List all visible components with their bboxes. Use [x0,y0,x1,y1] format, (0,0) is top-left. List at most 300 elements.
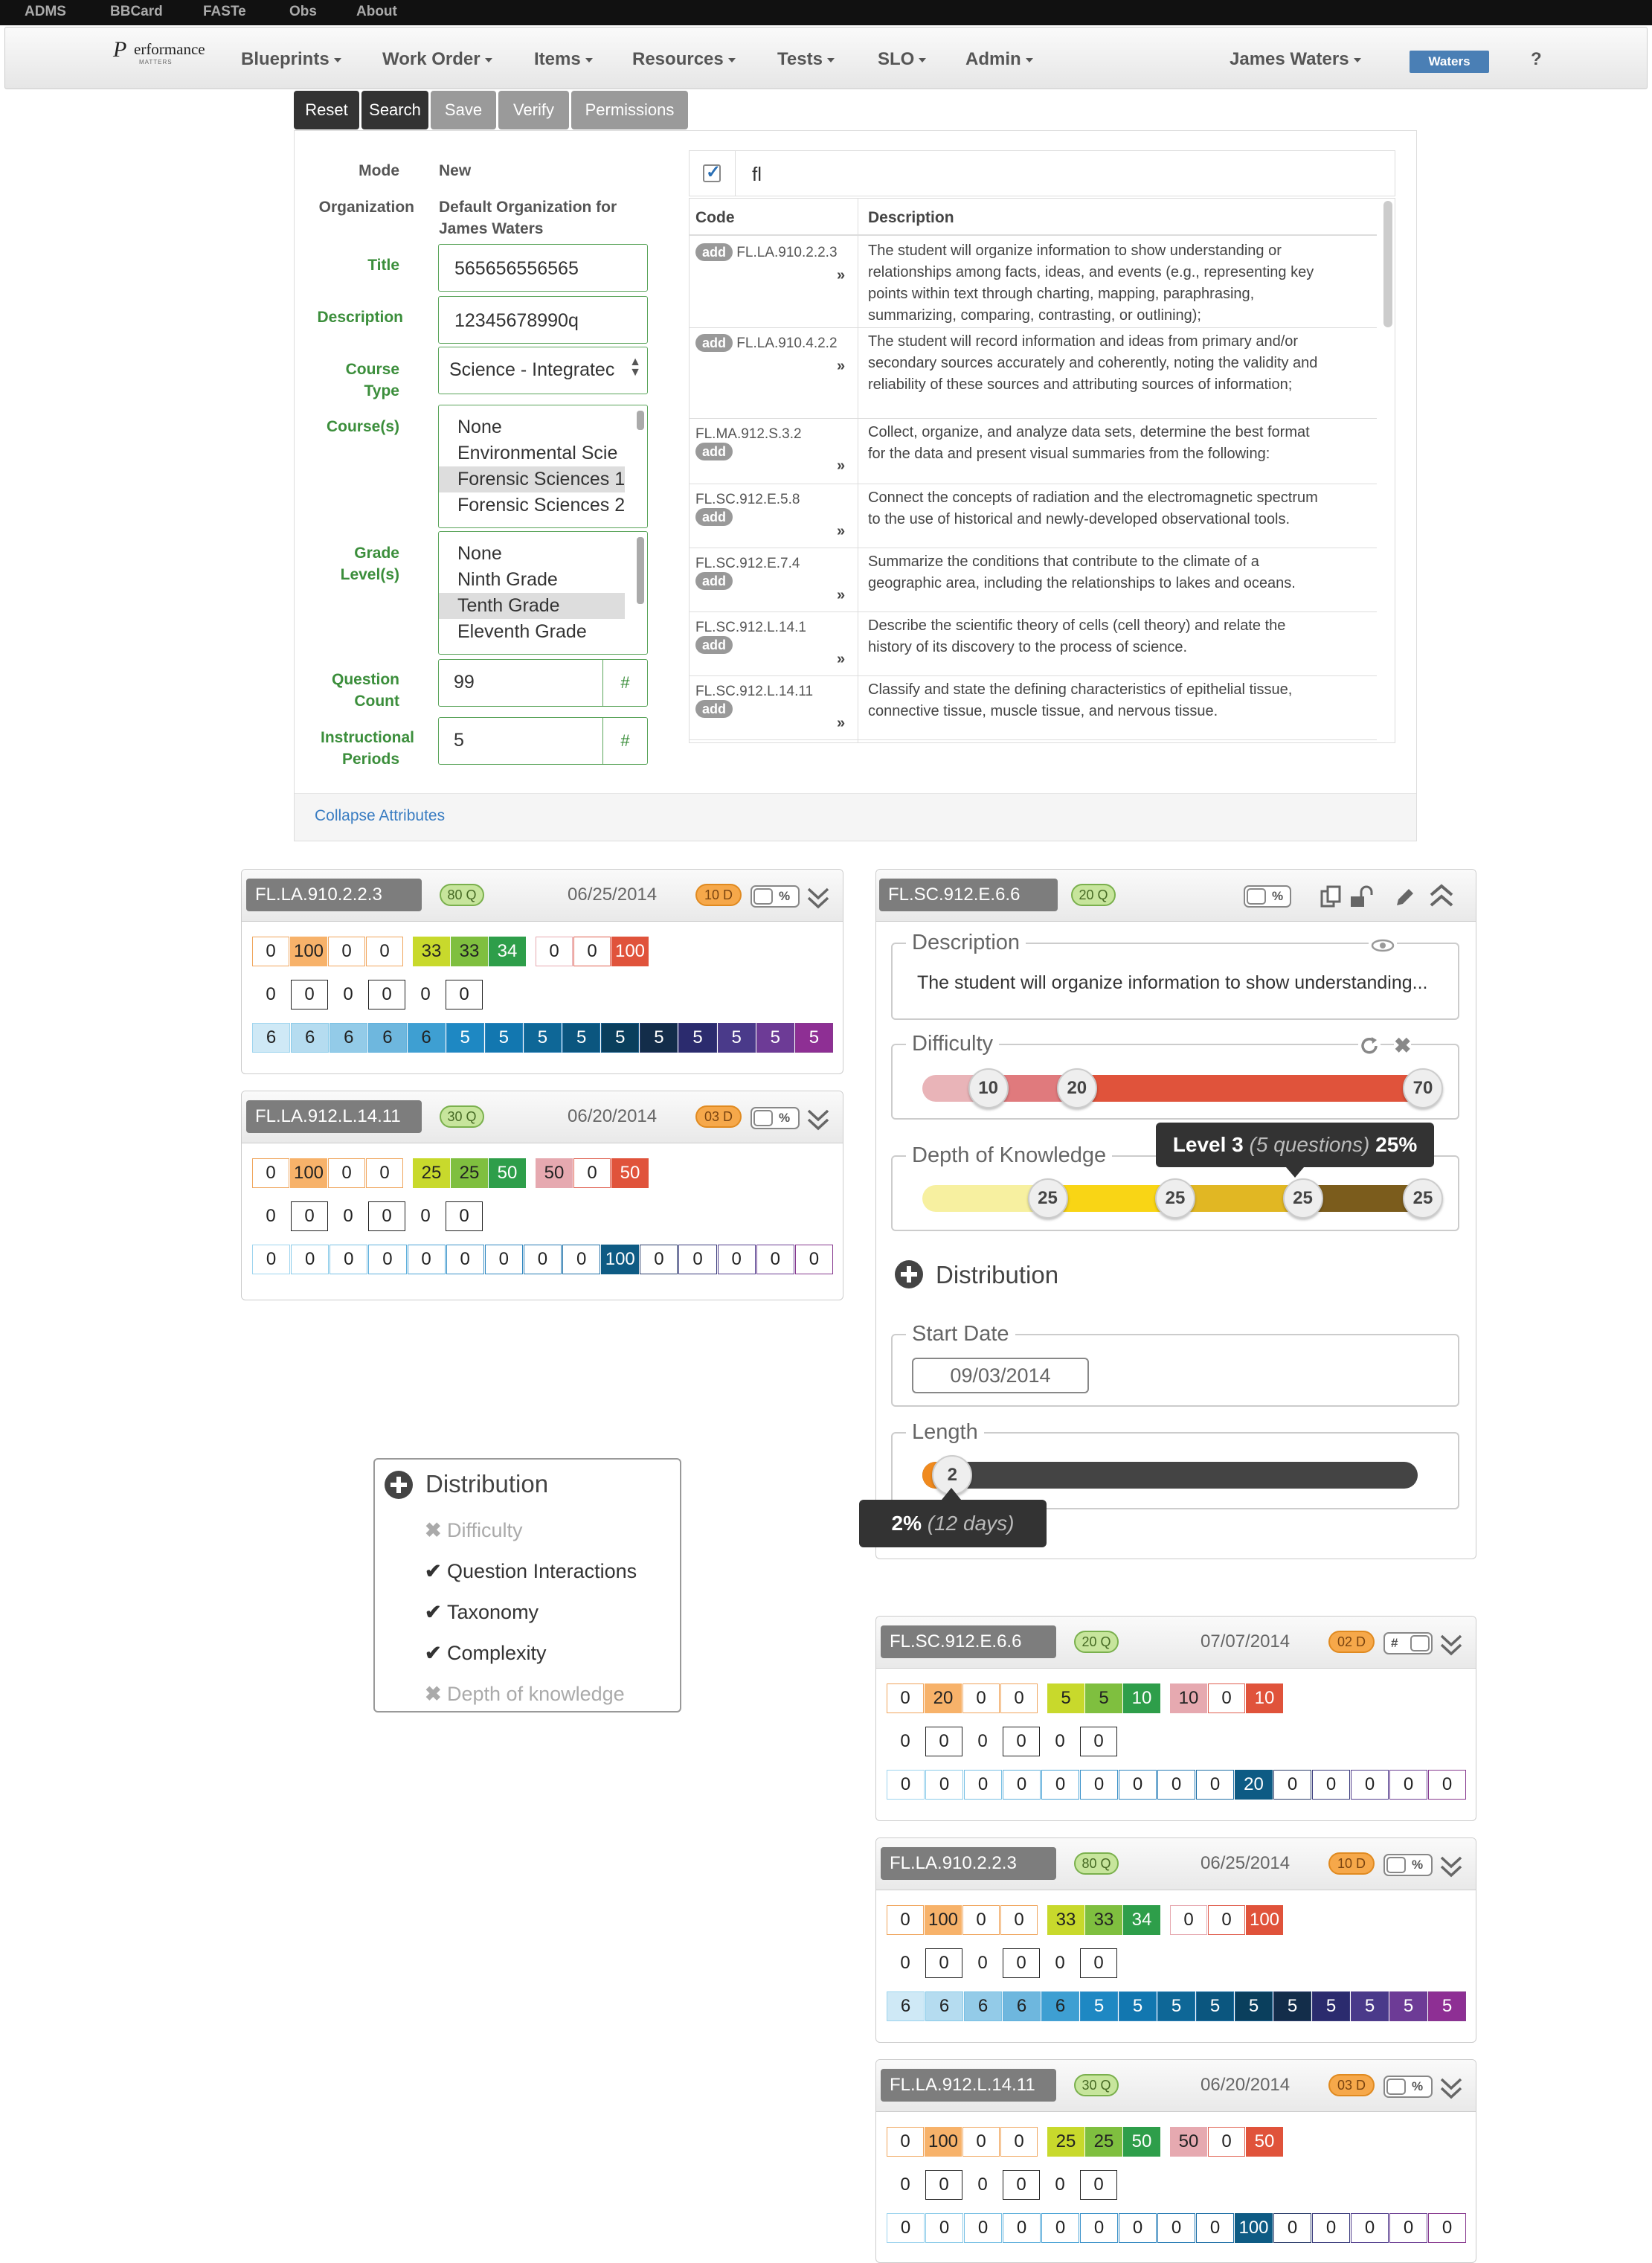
difficulty-cell: 0 [328,1158,365,1188]
interaction-cell: 0 [1003,2170,1040,2200]
taxonomy-cell: 5 [524,1023,562,1053]
taxonomy-cell: 5 [1351,1991,1389,2021]
organization-value-line2: James Waters [439,220,544,237]
interaction-cell: 0 [330,1201,367,1231]
expand-icon[interactable]: » [837,358,846,374]
copy-icon[interactable] [1320,885,1345,910]
standard-description-line: Connect the concepts of radiation and the electromagnetic spectrum [868,489,1318,506]
mode-value: New [439,162,472,179]
difficulty-cell: 33 [413,937,450,966]
percent-toggle[interactable]: % [751,1107,800,1129]
difficulty-cell: 0 [1170,1905,1207,1935]
difficulty-cell: 25 [1047,2127,1084,2157]
nav-resources[interactable]: Resources [632,49,736,70]
interaction-cell: 0 [291,980,328,1009]
add-standard-button[interactable]: add [695,636,733,654]
standards-table [689,198,1395,743]
difficulty-cell: 0 [962,1683,1000,1713]
percent-toggle[interactable]: % [1383,2076,1433,2098]
difficulty-cell: 50 [489,1158,526,1188]
taxonomy-cell: 0 [368,1245,406,1274]
length-tooltip: 2% (12 days) [859,1500,1047,1547]
length-slider[interactable] [922,1462,1418,1489]
interaction-cell: 0 [407,980,444,1009]
taxonomy-cell: 0 [1080,1770,1118,1800]
plus-circle-icon[interactable] [894,1259,924,1289]
distribution-menu [373,1458,681,1713]
taxonomy-cell: 5 [678,1023,716,1053]
top-bar [0,0,1652,25]
hash-icon: # [602,660,647,706]
standards-search-bar [689,150,1395,196]
taxonomy-cell: 0 [1351,2213,1389,2243]
add-standard-button[interactable]: add [695,243,733,261]
length-legend: Length [906,1420,984,1445]
code-column-header: Code [695,209,735,226]
percent-toggle[interactable]: % [751,885,800,908]
nav-work-order[interactable]: Work Order [382,49,492,70]
distribution-option[interactable]: ✖ Difficulty [425,1519,523,1541]
taxonomy-cell: 0 [1041,1770,1079,1800]
difficulty-cell: 0 [366,937,403,966]
taxonomy-cell: 5 [756,1023,794,1053]
taxonomy-cell: 5 [485,1023,523,1053]
standard-row[interactable] [690,612,1377,676]
taxonomy-cell: 6 [887,1991,925,2021]
question-count-input[interactable]: 99 # [438,659,648,707]
taxonomy-cell: 0 [1080,2213,1118,2243]
taxonomy-cell: 0 [964,2213,1002,2243]
difficulty-cell: 0 [252,1158,289,1188]
description-input[interactable]: 12345678990q [438,296,648,344]
collapse-attributes-link[interactable]: Collapse Attributes [315,807,446,824]
days-badge: 03 D [1328,2074,1375,2096]
difficulty-slider[interactable] [922,1075,1433,1102]
taxonomy-cell: 6 [330,1023,367,1053]
standard-description-line: relationships among facts, ideas, and events (e.g., representing key [868,264,1314,280]
taxonomy-cell: 6 [252,1023,290,1053]
taxonomy-cell: 20 [1235,1770,1273,1800]
topbar-link-faste[interactable]: FASTe [203,4,246,19]
nav-items[interactable]: Items [534,49,593,70]
difficulty-cell: 100 [925,2127,962,2157]
search-button[interactable]: Search [361,91,428,129]
difficulty-cell: 34 [1123,1905,1160,1935]
standard-description-line: The student will record information and ideas from primary and/or [868,333,1299,350]
grade-option[interactable]: Eleventh Grade [457,621,587,642]
courses-label: Course(s) [326,418,399,435]
question-count-badge: 20 Q [1074,1631,1119,1653]
distribution-option[interactable]: ✔ Taxonomy [425,1601,539,1623]
expand-chevron-icon[interactable] [806,1105,831,1133]
difficulty-cell: 0 [887,2127,924,2157]
interaction-cell: 0 [1041,2170,1079,2200]
save-button[interactable]: Save [431,91,496,129]
interaction-cell: 0 [1041,1948,1079,1978]
expand-icon[interactable]: » [837,267,846,283]
dok-handle[interactable]: 25 [1283,1178,1323,1219]
taxonomy-cell: 0 [678,1245,716,1274]
standard-description-line: history of its discovery to the process of science. [868,639,1188,655]
difficulty-cell: 100 [611,937,649,966]
taxonomy-cell: 0 [330,1245,367,1274]
card-code-chip: FL.SC.912.E.6.6 [881,1625,1056,1658]
taxonomy-cell: 0 [291,1245,329,1274]
taxonomy-cell: 0 [1196,2213,1234,2243]
plus-circle-icon[interactable] [384,1470,414,1500]
length-handle[interactable]: 2 [932,1455,972,1495]
question-count-label-2: Count [354,693,399,710]
interaction-cell: 0 [446,1201,483,1231]
difficulty-legend: Difficulty [906,1032,999,1056]
grades-scrollbar[interactable] [637,537,644,604]
card-code-chip: FL.LA.910.2.2.3 [246,879,422,911]
length-fieldset [891,1420,1459,1509]
card-date: 06/20/2014 [568,1106,658,1126]
organization-label: Organization [318,199,414,216]
percent-toggle[interactable]: % [1383,1854,1433,1876]
interaction-cell: 0 [1041,1727,1079,1756]
taxonomy-cell: 5 [718,1023,756,1053]
question-count-badge: 80 Q [1074,1852,1119,1875]
check-icon: ✔ [425,1642,442,1664]
unlock-icon[interactable] [1349,885,1375,910]
standard-row[interactable] [690,548,1377,612]
standard-description-line: The student will organize information to show understanding or [868,243,1282,259]
taxonomy-cell: 0 [1157,2213,1195,2243]
distribution-menu-title: Distribution [425,1470,549,1498]
interaction-cell: 0 [1003,1727,1040,1756]
taxonomy-cell: 6 [368,1023,406,1053]
standard-summary-card[interactable] [875,1837,1476,2043]
grade-option[interactable]: None [457,543,502,564]
difficulty-cell: 33 [451,937,488,966]
difficulty-cell: 25 [413,1158,450,1188]
interaction-cell: 0 [368,1201,405,1231]
taxonomy-cell: 0 [485,1245,523,1274]
description-column-header: Description [868,209,954,226]
reset-button[interactable]: Reset [294,91,359,129]
taxonomy-cell: 5 [1080,1991,1118,2021]
difficulty-cell: 0 [536,937,573,966]
add-standard-button[interactable]: add [695,508,733,526]
standard-code: FL.SC.912.E.5.8 [695,492,800,507]
x-icon: ✖ [425,1683,442,1705]
card-date: 07/07/2014 [1201,1631,1291,1651]
taxonomy-cell: 0 [1273,2213,1311,2243]
taxonomy-cell: 0 [1157,1770,1195,1800]
standard-summary-card[interactable] [241,869,843,1074]
difficulty-cell: 0 [887,1683,924,1713]
taxonomy-cell: 0 [408,1245,446,1274]
dok-handle[interactable]: 25 [1028,1178,1068,1219]
standard-row[interactable] [690,676,1377,740]
start-date-input[interactable]: 09/03/2014 [912,1358,1089,1393]
eye-icon[interactable] [1369,938,1397,953]
title-label: Title [367,257,399,274]
nav-blueprints[interactable]: Blueprints [241,49,341,70]
difficulty-cell: 0 [1000,1905,1038,1935]
question-count-badge: 80 Q [440,884,484,906]
difficulty-cell: 0 [252,937,289,966]
tooltip-arrow [942,1488,961,1500]
instructional-periods-input[interactable]: 5 # [438,717,648,765]
description-label: Description [317,309,403,326]
editor-question-badge: 20 Q [1071,884,1116,906]
dok-handle[interactable]: 25 [1403,1178,1443,1219]
taxonomy-cell: 5 [562,1023,600,1053]
organization-value-line1: Default Organization for [439,199,617,216]
taxonomy-cell: 6 [408,1023,446,1053]
user-badge[interactable]: Waters [1410,51,1489,73]
course-option[interactable]: None [457,417,502,437]
card-code-chip: FL.LA.912.L.14.11 [246,1100,422,1133]
interaction-cell: 0 [964,2170,1001,2200]
difficulty-handle[interactable]: 20 [1057,1068,1097,1108]
taxonomy-cell: 5 [1157,1991,1195,2021]
nav-tests[interactable]: Tests [777,49,835,70]
expand-icon[interactable]: » [837,458,846,474]
standard-row[interactable] [690,419,1377,484]
difficulty-cell: 100 [925,1905,962,1935]
standard-description-line: connective tissue, muscle tissue, and nervous tissue. [868,703,1218,719]
attributes-footer [295,793,1416,841]
interaction-cell: 0 [925,1948,962,1978]
standard-description-line: Summarize the conditions that contribute to the climate of a [868,553,1259,570]
expand-chevron-icon[interactable] [1439,1630,1464,1658]
topbar-link-about[interactable]: About [356,4,397,19]
interaction-cell: 0 [1080,2170,1117,2200]
difficulty-cell: 100 [1246,1905,1283,1935]
x-icon: ✖ [425,1519,442,1541]
expand-icon[interactable]: » [837,523,846,539]
taxonomy-cell: 0 [1351,1770,1389,1800]
question-count-label-1: Question [331,671,399,688]
taxonomy-cell: 5 [601,1023,639,1053]
interaction-cell: 0 [252,1201,289,1231]
distribution-option[interactable]: ✔ Question Interactions [425,1560,637,1582]
days-badge: 02 D [1328,1631,1375,1653]
expand-icon[interactable]: » [837,587,846,603]
taxonomy-cell: 0 [795,1245,833,1274]
percent-toggle[interactable]: # [1383,1632,1433,1654]
add-standard-button[interactable]: add [695,700,733,718]
editor-percent-toggle[interactable]: % [1244,885,1291,908]
standard-description-line: secondary sources accurately and coherently, noting the validity and [868,355,1318,371]
difficulty-cell: 33 [1085,1905,1122,1935]
standard-row[interactable] [690,484,1377,548]
difficulty-cell: 100 [290,937,327,966]
hash-icon: # [602,718,647,764]
difficulty-cell: 25 [451,1158,488,1188]
card-code-chip: FL.LA.910.2.2.3 [881,1847,1056,1880]
difficulty-cell: 0 [1208,2127,1245,2157]
mode-label: Mode [359,162,399,179]
expand-chevron-icon[interactable] [1439,1852,1464,1880]
dok-tooltip: Level 3 (5 questions) 25% [1156,1123,1434,1167]
difficulty-cell: 34 [489,937,526,966]
difficulty-cell: 0 [328,937,365,966]
permissions-button[interactable]: Permissions [571,91,688,129]
help-link[interactable]: ? [1531,49,1542,69]
dok-handle[interactable]: 25 [1155,1178,1195,1219]
collapse-chevron-icon[interactable] [1428,882,1455,910]
standards-search-input[interactable]: fl [752,163,762,185]
standard-description-line: for the data and present visual summaries from the following: [868,446,1270,462]
expand-chevron-icon[interactable] [1439,2073,1464,2102]
taxonomy-cell: 0 [887,2213,925,2243]
taxonomy-cell: 0 [925,2213,963,2243]
taxonomy-cell: 0 [562,1245,600,1274]
interaction-cell: 0 [1080,1948,1117,1978]
interaction-cell: 0 [925,2170,962,2200]
taxonomy-cell: 5 [1119,1991,1157,2021]
standard-description-line: summarizing, comparing, contrasting, or outlining); [868,307,1201,324]
course-option[interactable]: Environmental Scie [457,443,618,463]
taxonomy-cell: 0 [718,1245,756,1274]
standard-row[interactable] [690,328,1377,419]
dok-slider[interactable] [922,1185,1433,1212]
performance-matters-logo[interactable]: P erformance MATTERS [113,37,205,65]
difficulty-handle[interactable]: 70 [1403,1068,1443,1108]
taxonomy-cell: 0 [252,1245,290,1274]
standard-row[interactable] [690,237,1377,328]
difficulty-cell: 0 [1000,1683,1038,1713]
course-option[interactable]: Forensic Sciences 2 [457,495,625,516]
difficulty-cell: 100 [290,1158,327,1188]
taxonomy-cell: 0 [925,1770,963,1800]
days-badge: 10 D [695,884,742,906]
periods-label-2: Periods [341,751,399,768]
clear-icon[interactable]: ✖ [1394,1034,1412,1057]
grade-option[interactable]: Ninth Grade [457,569,558,590]
difficulty-cell: 33 [1047,1905,1084,1935]
standard-code: FL.SC.912.L.14.11 [695,684,814,699]
select-all-checkbox-cell[interactable] [690,151,736,196]
interaction-cell: 0 [1003,1948,1040,1978]
select-updown-icon: ▲ ▼ [629,356,641,379]
expand-icon[interactable]: » [837,715,846,731]
courses-scrollbar[interactable] [637,411,644,430]
question-count-badge: 30 Q [440,1105,484,1128]
standards-scrollbar[interactable] [1383,201,1392,327]
standard-code: FL.SC.912.E.7.4 [695,556,800,571]
taxonomy-cell: 100 [1235,2213,1273,2243]
standards-table-header [690,199,1377,236]
user-menu[interactable]: James Waters [1230,49,1361,70]
difficulty-cell: 0 [962,1905,1000,1935]
add-standard-button[interactable]: add [695,443,733,460]
taxonomy-cell: 0 [1273,1770,1311,1800]
expand-icon[interactable]: » [837,651,846,667]
taxonomy-cell: 6 [1003,1991,1041,2021]
standard-description-line: to the use of historical and newly-developed observational tools. [868,511,1291,527]
difficulty-cell: 0 [366,1158,403,1188]
standard-description-line: Collect, organize, and analyze data sets, determine the best format [868,424,1310,440]
description-text: The student will organize information to show understanding... [917,972,1428,993]
card-date: 06/25/2014 [1201,1853,1291,1873]
pencil-icon[interactable] [1392,885,1418,910]
nav-slo[interactable]: SLO [878,49,926,70]
taxonomy-cell: 6 [1041,1991,1079,2021]
topbar-link-adms[interactable]: ADMS [25,4,66,19]
start-date-fieldset [891,1322,1459,1407]
grade-levels-listbox[interactable] [438,531,648,655]
title-input[interactable]: 565656556565 [438,244,648,292]
difficulty-cell: 50 [536,1158,573,1188]
topbar-link-obs[interactable]: Obs [289,4,317,19]
standard-description-line: Classify and state the defining characteristics of epithelial tissue, [868,681,1293,698]
card-date: 06/25/2014 [568,885,658,905]
difficulty-cell: 0 [1208,1905,1245,1935]
taxonomy-cell: 5 [1312,1991,1350,2021]
interaction-cell: 0 [964,1727,1001,1756]
course-option[interactable]: Forensic Sciences 1 [439,466,625,492]
interaction-cell: 0 [964,1948,1001,1978]
difficulty-cell: 20 [925,1683,962,1713]
interaction-cell: 0 [446,980,483,1009]
difficulty-cell: 0 [1000,2127,1038,2157]
refresh-icon[interactable] [1358,1035,1381,1057]
distribution-option[interactable]: ✔ Complexity [425,1642,547,1664]
difficulty-cell: 0 [573,1158,611,1188]
difficulty-cell: 0 [573,937,611,966]
distribution-toggle-label[interactable]: Distribution [936,1261,1059,1288]
difficulty-handle[interactable]: 10 [968,1068,1009,1108]
question-count-badge: 30 Q [1074,2074,1119,2096]
description-legend: Description [906,931,1026,955]
card-code-chip: FL.LA.912.L.14.11 [881,2069,1056,2102]
course-type-value: Science - Integratec [449,359,615,380]
course-type-select[interactable] [438,347,648,394]
courses-listbox[interactable] [438,405,648,528]
standard-summary-card[interactable] [241,1091,843,1300]
interaction-cell: 0 [368,980,405,1009]
expand-chevron-icon[interactable] [806,883,831,911]
taxonomy-cell: 0 [887,1770,925,1800]
periods-label-1: Instructional [320,729,414,746]
difficulty-cell: 0 [962,2127,1000,2157]
verify-button[interactable]: Verify [498,91,569,129]
check-icon: ✔ [425,1560,442,1582]
start-date-legend: Start Date [906,1322,1015,1346]
difficulty-cell: 10 [1170,1683,1207,1713]
standard-description-line: Describe the scientific theory of cells (cell theory) and relate the [868,617,1286,634]
nav-admin[interactable]: Admin [965,49,1033,70]
distribution-option[interactable]: ✖ Depth of knowledge [425,1683,625,1705]
standard-code: FL.LA.910.4.2.2 [736,336,838,351]
add-standard-button[interactable]: add [695,572,733,590]
standard-summary-card[interactable] [875,2059,1476,2263]
standard-code: FL.SC.912.L.14.1 [695,620,806,635]
grade-option[interactable]: Tenth Grade [439,593,625,619]
interaction-cell: 0 [1080,1727,1117,1756]
interaction-cell: 0 [925,1727,962,1756]
card-date: 06/20/2014 [1201,2075,1291,2095]
taxonomy-cell: 5 [795,1023,833,1053]
editor-code-chip: FL.SC.912.E.6.6 [879,879,1058,911]
standard-summary-card[interactable] [875,1616,1476,1821]
days-badge: 10 D [1328,1852,1375,1875]
taxonomy-cell: 0 [1041,2213,1079,2243]
topbar-link-bbcard[interactable]: BBCard [110,4,163,19]
taxonomy-cell: 0 [446,1245,484,1274]
grade-label-1: Grade [354,545,399,562]
difficulty-cell: 25 [1085,2127,1122,2157]
taxonomy-cell: 5 [1389,1991,1427,2021]
checkbox-icon[interactable]: ✓ [703,164,721,182]
add-standard-button[interactable]: add [695,334,733,352]
